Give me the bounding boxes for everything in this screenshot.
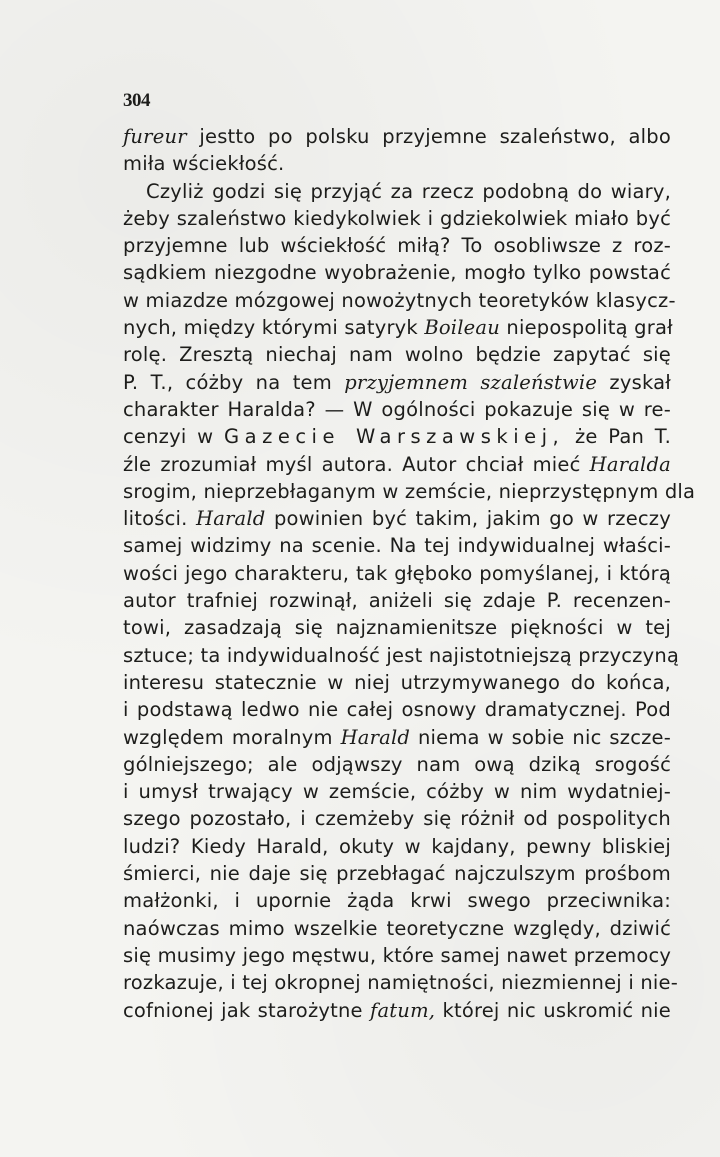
text-segment: powinien być takim, jakim go w rzeczy (265, 507, 671, 531)
text-segment: małżonki, i upornie żąda krwi swego przeciwnika: (123, 889, 671, 913)
page-number: 304 (123, 90, 150, 111)
text-line (123, 724, 671, 751)
text-segment: naówczas mimo wszelkie teoretyczne względy, dziwić (123, 916, 671, 940)
text-segment: interesu statecznie w niej utrzymywanego do końca, (123, 670, 671, 694)
italic-text: fatum, (370, 998, 436, 1022)
text-line (123, 587, 671, 614)
text-line (123, 642, 680, 669)
italic-text: Harald (340, 725, 411, 749)
text-line (123, 205, 671, 232)
text-line (123, 915, 671, 942)
text-line (123, 178, 671, 205)
text-segment: względem moralnym (123, 725, 341, 749)
text-line (123, 423, 671, 450)
text-segment: charakter Haralda? — W ogólności pokazuje się w re- (123, 397, 671, 421)
text-line (123, 778, 671, 805)
text-line (123, 287, 676, 314)
text-segment: P. T., cóżby na tem (123, 370, 345, 394)
text-line (123, 833, 671, 860)
text-segment: i podstawą ledwo nie całej osnowy dramatycznej. Pod (123, 698, 671, 722)
body-text (123, 123, 696, 1024)
italic-text: przyjemnem szaleństwie (344, 370, 598, 394)
text-line (123, 396, 671, 423)
text-segment: żeby szaleństwo kiedykolwiek i gdziekolwiek miało być (123, 206, 671, 230)
text-segment: że Pan T. (564, 425, 671, 449)
text-segment: cenzyi w (123, 425, 225, 449)
text-segment: autor trafniej rozwinął, aniżeli się zdaje P. recenzen- (123, 589, 671, 613)
text-segment: cofnionej jak starożytne (123, 998, 371, 1022)
text-segment: której nic uskromić nie (435, 998, 671, 1022)
text-line (123, 696, 671, 723)
text-segment: litości. (123, 507, 196, 531)
text-segment: nych, między którymi satyryk (123, 316, 425, 340)
text-segment: się musimy jego męstwu, które samej nawet przemocy (123, 943, 672, 967)
text-segment: i umysł trwający w zemście, cóżby w nim wydatniej- (123, 780, 671, 804)
text-line (123, 341, 671, 368)
text-line (123, 669, 671, 696)
text-segment: zyskał (597, 370, 671, 394)
text-segment: samej widzimy na scenie. Na tej indywidualnej właści- (123, 534, 671, 558)
text-line (123, 232, 671, 259)
text-line (123, 997, 671, 1024)
text-line (123, 942, 671, 969)
text-segment: szego pozostało, i czemżeby się różnił od pospolitych (123, 807, 671, 831)
text-line (123, 123, 671, 150)
text-segment: śmierci, nie daje się przebłagać najczulszym prośbom (123, 862, 671, 886)
text-line (123, 751, 671, 778)
text-segment: niema w sobie nic szcze- (410, 725, 671, 749)
text-segment: jestto po polsku przyjemne szaleństwo, albo (186, 125, 671, 148)
text-line (123, 969, 678, 996)
italic-text: Harald (195, 507, 266, 531)
text-segment: miła wściekłość. (123, 152, 285, 176)
text-line (123, 860, 671, 887)
text-segment: towi, zasadzają się najznamienitsze piękności w tej (123, 616, 671, 640)
text-line (123, 259, 671, 286)
text-segment: wości jego charakteru, tak głęboko pomyślanej, i którą (123, 561, 671, 585)
text-segment: rolę. Zresztą niechaj nam wolno będzie zapytać się (123, 343, 671, 367)
text-line (123, 314, 671, 341)
text-line (123, 887, 671, 914)
text-segment: srogim, nieprzebłaganym w zemście, nieprzystępnym dla (123, 479, 696, 503)
italic-text: fureur (123, 125, 187, 148)
text-segment: gólniejszego; ale odjąwszy nam ową dziką srogość (123, 752, 671, 776)
text-segment: niepospolitą grał (500, 316, 673, 340)
text-line (123, 150, 671, 177)
text-line (123, 451, 671, 478)
text-line (123, 560, 671, 587)
text-line (123, 614, 671, 641)
italic-text: Haralda (589, 452, 671, 476)
text-line (123, 478, 696, 505)
text-segment: Czyliż godzi się przyjąć za rzecz podobną do wiary, (146, 179, 671, 203)
text-segment: w miazdze mózgowej nowożytnych teoretyków klasycz- (123, 288, 676, 312)
text-segment: rozkazuje, i tej okropnej namiętności, niezmiennej i nie- (123, 971, 678, 995)
text-segment: sądkiem niezgodne wyobrażenie, mogło tylko powstać (123, 261, 671, 285)
italic-text: Boileau (424, 316, 500, 340)
text-line (123, 532, 671, 559)
text-segment: sztuce; ta indywidualność jest najistotniejszą przyczyną (123, 643, 680, 667)
spaced-text: Gazecie Warszawskiej, (224, 425, 565, 449)
text-segment: ludzi? Kiedy Harald, okuty w kajdany, pewny bliskiej (123, 834, 671, 858)
text-line (123, 505, 671, 532)
text-line (123, 369, 671, 396)
text-line (123, 805, 671, 832)
text-segment: źle zrozumiał myśl autora. Autor chciał mieć (123, 452, 590, 476)
text-segment: przyjemne lub wściekłość miłą? To osobliwsze z roz- (123, 234, 671, 258)
